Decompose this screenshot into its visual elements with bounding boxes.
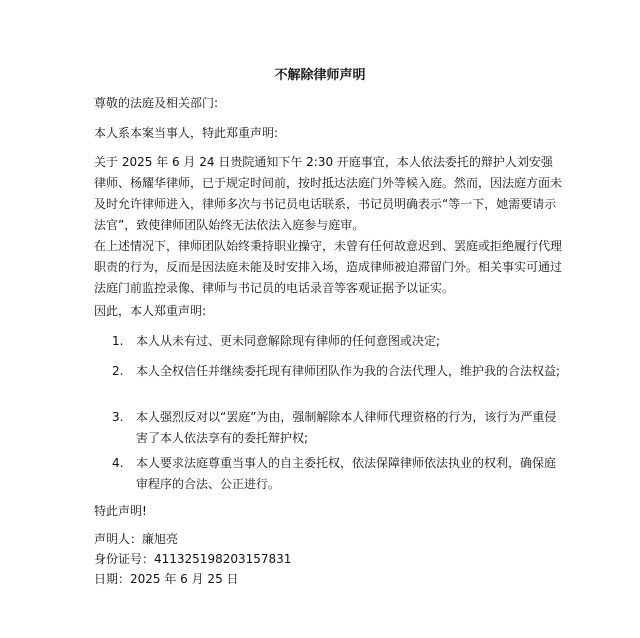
signature-date: 日期：2025 年 6 月 25 日 [94,572,239,586]
body-paragraph-2: 在上述情况下，律师团队始终秉持职业操守，未曾有任何故意迟到、罢庭或拒绝履行代理职责的行为，反而是因法庭未能及时安排入场，造成律师被迫滞留门外。相关事实可通过法庭门前监控录像、律师与书记员的电话录音等客观证据予以证实。 [94,239,563,295]
list-item [112,331,564,352]
closing-statement: 特此声明! [94,504,147,518]
list-item-text: 本人从未有过、更未同意解除现有律师的任何意图或决定; [136,334,441,348]
list-item [112,407,564,449]
document-title: 不解除律师声明 [274,68,366,83]
list-item-text: 本人全权信任并继续委托现有律师团队作为我的合法代理人，维护我的合法权益; [136,364,561,378]
list-item-text: 本人要求法庭尊重当事人的自主委托权，依法保障律师依法执业的权利，确保庭审程序的合法、公正进行。 [136,456,557,491]
signature-id-number: 身份证号：411325198203157831 [94,552,292,566]
salutation: 尊敬的法庭及相关部门: [94,96,219,110]
list-item-number: 4. [112,456,124,470]
list-item [112,453,564,495]
list-item-number: 2. [112,364,124,378]
list-item-number: 3. [112,410,124,424]
body-paragraph-1: 关于 2025 年 6 月 24 日贵院通知下午 2:30 开庭事宜，本人依法委托的辩护人刘安强律师、杨耀华律师，已于规定时间前，按时抵达法庭门外等候入庭。然而，因法庭方面未及时允许律师进入，律师多次与书记员电话联系，书记员明确表示“等一下，她需要请示法官”，致使律师团队始终无法依法入庭参与庭审。 [94,155,563,232]
therefore-statement: 因此，本人郑重声明: [94,304,207,318]
list-item-text: 本人强烈反对以“罢庭”为由，强制解除本人律师代理资格的行为，该行为严重侵害了本人依法享有的委托辩护权; [136,410,557,445]
list-item-number: 1. [112,334,124,348]
intro-statement: 本人系本案当事人，特此郑重声明: [94,126,279,140]
signature-declarant: 声明人：廉旭亮 [94,532,179,546]
list-item [112,361,564,382]
